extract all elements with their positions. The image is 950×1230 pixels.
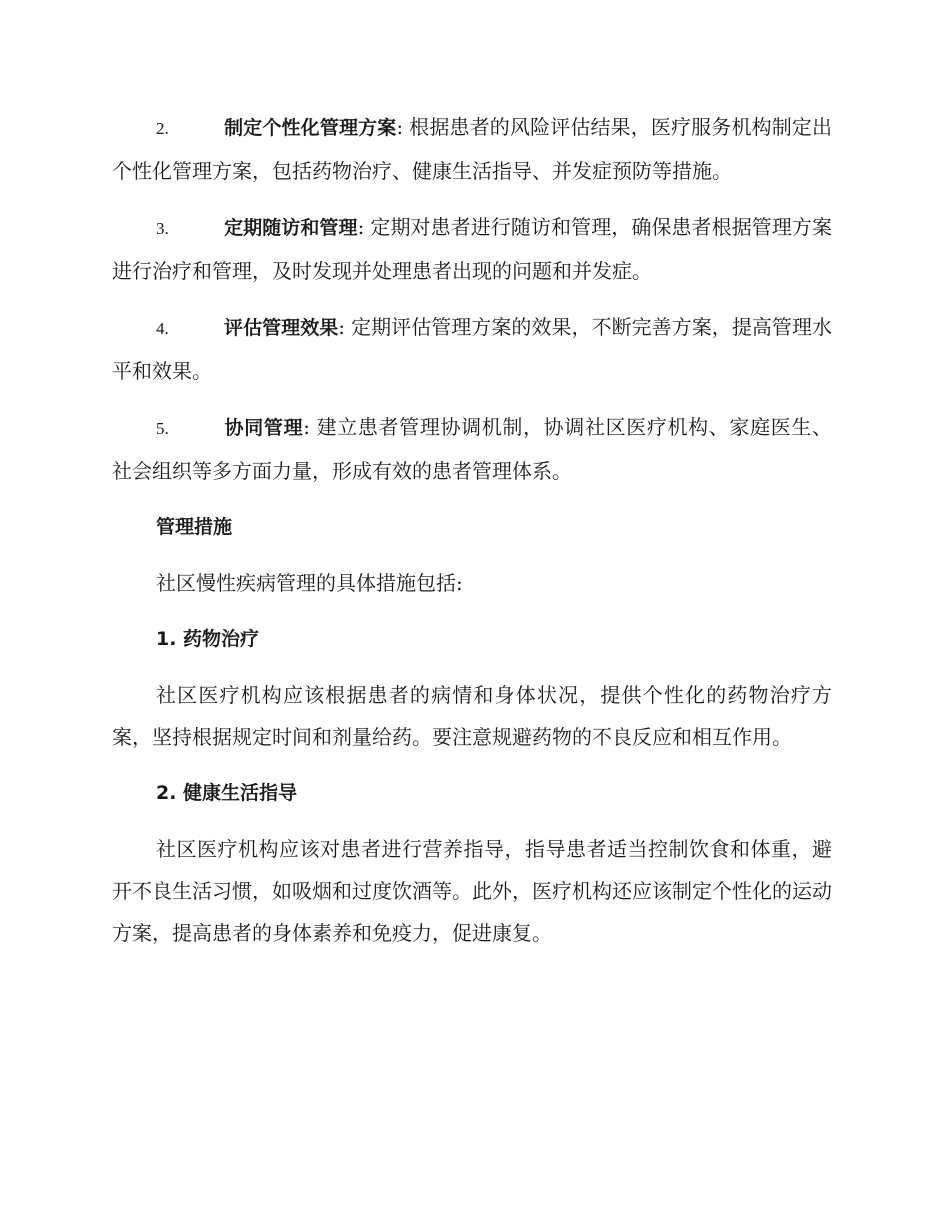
list-colon: :	[396, 115, 404, 139]
list-colon: :	[303, 415, 310, 439]
list-term: 评估管理效果	[224, 317, 339, 339]
list-term: 定期随访和管理	[224, 217, 358, 239]
list-colon: :	[357, 215, 365, 239]
list-item-4	[112, 306, 832, 392]
subsection-heading-medication: 1. 药物治疗	[156, 628, 260, 650]
list-number: 4.	[156, 319, 169, 338]
document-page	[112, 106, 832, 968]
list-term: 制定个性化管理方案	[224, 117, 397, 139]
list-item-3	[112, 206, 832, 292]
list-number: 5.	[156, 419, 169, 438]
section-heading: 管理措施	[156, 516, 233, 538]
list-term: 协同管理	[224, 417, 304, 439]
list-text: 建立患者管理协调机制，协调社区医疗机构、家庭医生、社会组织等多方面力量，形成有效的患者管理体系。	[112, 415, 832, 483]
list-item-5	[112, 406, 832, 492]
subsection-text-lifestyle: 社区医疗机构应该对患者进行营养指导，指导患者适当控制饮食和体重，避开不良生活习惯，如吸烟和过度饮酒等。此外，医疗机构还应该制定个性化的运动方案，提高患者的身体素养和免疫力，促进康复。	[112, 837, 832, 945]
subsection-text-medication: 社区医疗机构应该根据患者的病情和身体状况，提供个性化的药物治疗方案，坚持根据规定时间和剂量给药。要注意规避药物的不良反应和相互作用。	[112, 683, 832, 749]
list-text: 定期评估管理方案的效果，不断完善方案，提高管理水平和效果。	[112, 315, 832, 383]
list-text: 定期对患者进行随访和管理，确保患者根据管理方案进行治疗和管理，及时发现并处理患者出现的问题和并发症。	[112, 215, 832, 283]
section-intro: 社区慢性疾病管理的具体措施包括:	[156, 571, 463, 595]
list-text: 根据患者的风险评估结果，医疗服务机构制定出个性化管理方案，包括药物治疗、健康生活指导、并发症预防等措施。	[112, 115, 832, 183]
list-item-2	[112, 106, 832, 192]
subsection-heading-lifestyle: 2. 健康生活指导	[156, 782, 298, 804]
list-number: 2.	[156, 119, 169, 138]
list-colon: :	[338, 315, 346, 339]
list-number: 3.	[156, 219, 169, 238]
